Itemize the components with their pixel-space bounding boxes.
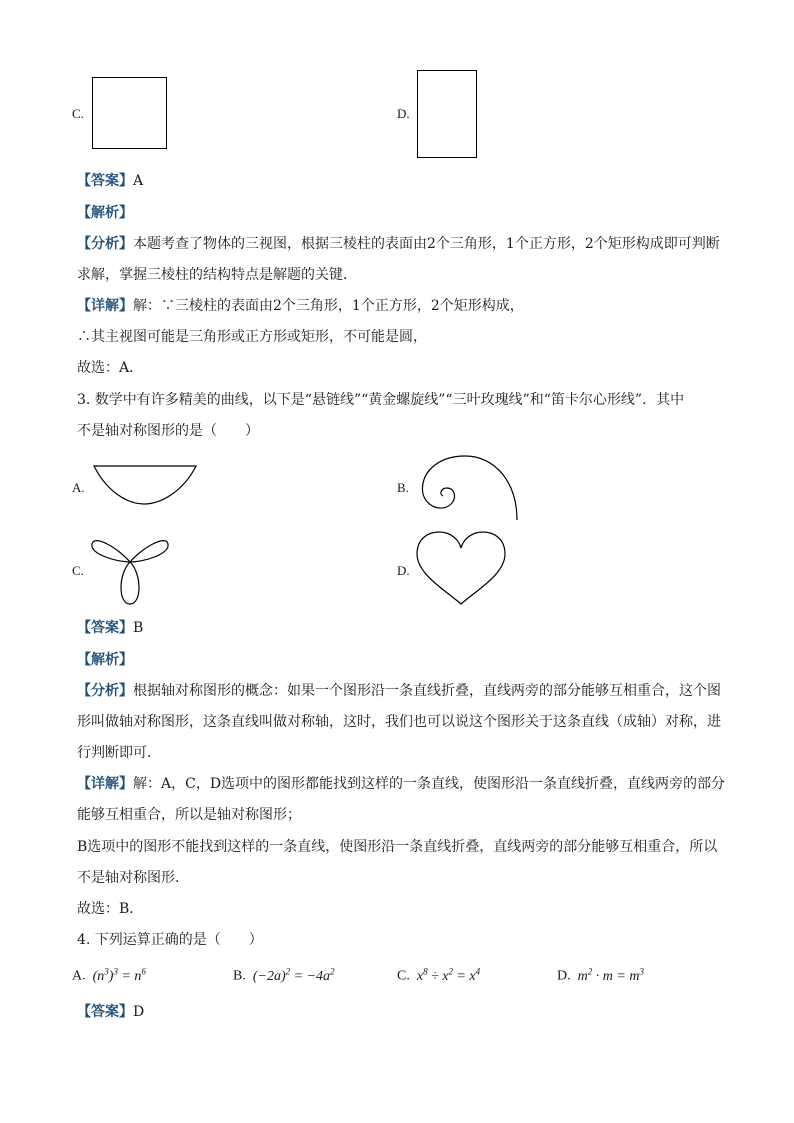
- q2-analysis-heading: 【解析】: [77, 205, 133, 221]
- q4-option-a: A. $(n^3)^3 = n^6$: [72, 966, 146, 984]
- q4-answer: 【答案】D: [77, 1004, 145, 1020]
- rectangle-figure: [417, 70, 477, 158]
- q3-analysis-heading: 【解析】: [77, 652, 133, 668]
- golden-spiral-figure: [415, 452, 525, 524]
- three-leaf-rose-figure: [88, 528, 174, 608]
- q3-stem-line2: 不是轴对称图形的是（ ）: [77, 423, 259, 439]
- q4-option-c: C. $x^8 \div x^2 = x^4$: [397, 966, 481, 984]
- q3-xiangjie-line4: 不是轴对称图形．: [77, 870, 189, 886]
- q3-xiangjie-line1: 【详解】解：A，C，D选项中的图形都能找到这样的一条直线，使图形沿一条直线折叠，直线两旁的部分: [77, 776, 726, 792]
- q3-option-b-label: B.: [397, 480, 409, 495]
- q2-xiangjie-line2: ∴其主视图可能是三角形或正方形或矩形，不可能是圆，: [77, 329, 427, 345]
- q4-option-b: B. $(-2a)^2 = -4a^2$: [233, 966, 335, 984]
- q3-fenxi-line1: 【分析】根据轴对称图形的概念：如果一个图形沿一条直线折叠，直线两旁的部分能够互相重合，这个图: [77, 683, 721, 699]
- q3-fenxi-line3: 行判断即可．: [77, 745, 161, 761]
- cardioid-heart-figure: [415, 530, 507, 608]
- q3-option-a-label: A.: [72, 480, 85, 495]
- q2-xiangjie-line3: 故选：A．: [77, 360, 144, 376]
- q3-stem-line1: 3. 数学中有许多精美的曲线，以下是“悬链线”“黄金螺旋线”“三叶玫瑰线”和“笛卡尔心形线”．其中: [77, 392, 685, 408]
- option-c-label: C.: [72, 106, 84, 121]
- q3-xiangjie-line5: 故选：B．: [77, 901, 144, 917]
- q4-option-d-label: D.: [557, 968, 571, 984]
- square-figure: [92, 77, 167, 149]
- q4-stem: 4. 下列运算正确的是（ ）: [77, 932, 263, 948]
- q2-fenxi-line1: 【分析】本题考查了物体的三视图，根据三棱柱的表面由2个三角形，1个正方形，2个矩形构成即可判断: [77, 236, 720, 252]
- q4-option-a-label: A.: [72, 968, 86, 984]
- q3-option-d-label: D.: [397, 563, 410, 578]
- catenary-curve-figure: [92, 460, 202, 510]
- q2-xiangjie-line1: 【详解】解：∵三棱柱的表面由2个三角形，1个正方形，2个矩形构成，: [77, 298, 524, 314]
- q2-fenxi-line2: 求解，掌握三棱柱的结构特点是解题的关键．: [77, 267, 357, 283]
- q4-option-d: D. $m^2 \cdot m = m^3$: [557, 966, 644, 984]
- q3-answer: 【答案】B: [77, 620, 144, 636]
- q3-fenxi-line2: 形叫做轴对称图形，这条直线叫做对称轴，这时，我们也可以说这个图形关于这条直线（成轴）对称，进: [77, 714, 721, 730]
- q2-answer: 【答案】A: [77, 173, 144, 189]
- option-d-label: D.: [397, 106, 410, 121]
- q3-xiangjie-line3: B选项中的图形不能找到这样的一条直线，使图形沿一条直线折叠，直线两旁的部分能够互相重合，所以: [77, 839, 718, 855]
- q4-option-b-label: B.: [233, 968, 246, 984]
- q4-option-c-label: C.: [397, 968, 410, 984]
- q3-option-c-label: C.: [72, 563, 84, 578]
- q3-xiangjie-line2: 能够互相重合，所以是轴对称图形；: [77, 807, 301, 823]
